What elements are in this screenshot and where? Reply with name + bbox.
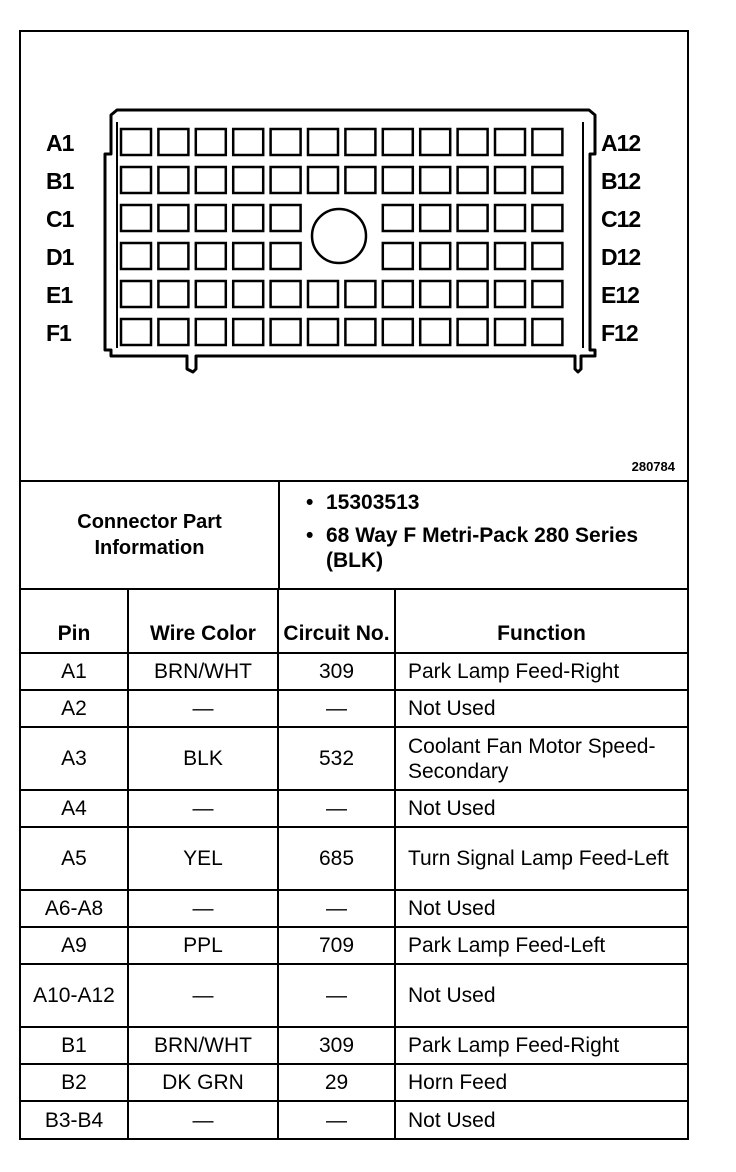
cell-function: Not Used [395, 690, 687, 727]
pin-cavity [233, 243, 263, 269]
pin-cavity [196, 243, 226, 269]
table-row [21, 827, 687, 890]
pin-cavity [271, 319, 301, 345]
cell-pin: A5 [21, 827, 128, 890]
pin-cavity [233, 319, 263, 345]
cell-circuit-no: — [278, 690, 395, 727]
cell-circuit-no: 709 [278, 927, 395, 964]
cell-pin: A2 [21, 690, 128, 727]
row-label-left: C1 [46, 206, 74, 232]
pin-cavity [196, 281, 226, 307]
connector-part-info [21, 482, 687, 590]
table-row [21, 927, 687, 964]
pin-cavity [121, 129, 151, 155]
table-row [21, 690, 687, 727]
pin-cavity [233, 281, 263, 307]
pin-cavity [196, 167, 226, 193]
cell-pin: A6-A8 [21, 890, 128, 927]
cell-wire-color: BRN/WHT [128, 653, 278, 690]
pin-cavity [532, 167, 562, 193]
pin-cavity [532, 281, 562, 307]
connector-frame [19, 30, 689, 1140]
row-label-left: D1 [46, 244, 74, 270]
pin-cavity [420, 167, 450, 193]
bullet-icon: • [306, 524, 314, 547]
pin-cavity [420, 281, 450, 307]
bullet-icon: • [306, 491, 314, 514]
pin-cavity [495, 167, 525, 193]
pin-cavity [158, 129, 188, 155]
pin-cavity [420, 205, 450, 231]
table-row [21, 727, 687, 790]
pin-cavity [495, 319, 525, 345]
pin-cavity [121, 243, 151, 269]
row-label-right: E12 [601, 282, 639, 308]
cell-function: Turn Signal Lamp Feed-Left [395, 827, 687, 890]
pin-cavity [196, 205, 226, 231]
cell-pin: B1 [21, 1027, 128, 1064]
cell-wire-color: BLK [128, 727, 278, 790]
cell-function: Park Lamp Feed-Left [395, 927, 687, 964]
pin-cavity [458, 205, 488, 231]
pin-cavity [383, 281, 413, 307]
pin-cavity [495, 243, 525, 269]
header-wire-color: Wire Color [128, 589, 278, 653]
part-number-item [280, 490, 680, 515]
cell-circuit-no: 29 [278, 1064, 395, 1101]
cell-circuit-no: — [278, 964, 395, 1027]
table-row [21, 890, 687, 927]
pin-cavity [458, 243, 488, 269]
cell-wire-color: — [128, 1101, 278, 1138]
connector-info-list [280, 490, 680, 581]
pin-cavity [121, 281, 151, 307]
cell-wire-color: — [128, 964, 278, 1027]
pin-cavity [233, 129, 263, 155]
pin-cavity [121, 205, 151, 231]
pin-cavity [345, 281, 375, 307]
pin-cavity [158, 281, 188, 307]
pin-cavity [532, 205, 562, 231]
pin-cavity [345, 319, 375, 345]
pin-cavity [271, 205, 301, 231]
row-label-right: F12 [601, 320, 638, 346]
row-label-left: A1 [46, 130, 74, 156]
cell-pin: B2 [21, 1064, 128, 1101]
cell-circuit-no: — [278, 890, 395, 927]
cell-circuit-no: 309 [278, 653, 395, 690]
connector-outline [21, 32, 687, 480]
pin-cavity [532, 319, 562, 345]
cell-wire-color: PPL [128, 927, 278, 964]
pin-cavity [158, 205, 188, 231]
pin-cavity [383, 205, 413, 231]
row-label-left: E1 [46, 282, 73, 308]
cell-function: Park Lamp Feed-Right [395, 653, 687, 690]
cell-circuit-no: — [278, 790, 395, 827]
cell-wire-color: BRN/WHT [128, 1027, 278, 1064]
header-pin: Pin [21, 589, 128, 653]
pin-cavity [458, 129, 488, 155]
pin-cavity [196, 129, 226, 155]
pin-cavity [458, 167, 488, 193]
table-row [21, 1027, 687, 1064]
cell-pin: B3-B4 [21, 1101, 128, 1138]
pin-cavity [383, 319, 413, 345]
cell-pin: A10-A12 [21, 964, 128, 1027]
pin-cavity [121, 319, 151, 345]
pin-cavity [495, 281, 525, 307]
pin-cavity [420, 243, 450, 269]
cell-function: Park Lamp Feed-Right [395, 1027, 687, 1064]
pin-cavity [308, 167, 338, 193]
pin-cavity [271, 281, 301, 307]
connector-type: 68 Way F Metri-Pack 280 Series (BLK) [326, 524, 639, 572]
cell-function: Not Used [395, 890, 687, 927]
cell-pin: A3 [21, 727, 128, 790]
cell-wire-color: — [128, 690, 278, 727]
row-label-right: C12 [601, 206, 641, 232]
part-number: 15303513 [326, 491, 420, 514]
connector-bolt-hole [312, 209, 366, 263]
connector-info-label: Connector Part Information [21, 482, 280, 588]
cell-circuit-no: 685 [278, 827, 395, 890]
pin-cavity [345, 167, 375, 193]
row-label-right: A12 [601, 130, 641, 156]
cell-function: Not Used [395, 964, 687, 1027]
pin-cavity [420, 129, 450, 155]
pin-cavity [495, 129, 525, 155]
figure-number: 280784 [631, 459, 675, 474]
pin-cavity [420, 319, 450, 345]
pin-cavity [532, 129, 562, 155]
pin-cavity [158, 243, 188, 269]
cell-function: Not Used [395, 790, 687, 827]
cell-function: Coolant Fan Motor Speed-Secondary [395, 727, 687, 790]
pin-cavity [458, 281, 488, 307]
cell-function: Horn Feed [395, 1064, 687, 1101]
pin-cavity [383, 129, 413, 155]
pin-cavity [233, 167, 263, 193]
cell-pin: A4 [21, 790, 128, 827]
row-label-left: B1 [46, 168, 74, 194]
cell-circuit-no: 532 [278, 727, 395, 790]
row-label-right: B12 [601, 168, 641, 194]
table-row [21, 1064, 687, 1101]
header-circuit-no: Circuit No. [278, 589, 395, 653]
cell-circuit-no: 309 [278, 1027, 395, 1064]
pin-cavity [121, 167, 151, 193]
pin-cavity [495, 205, 525, 231]
header-function: Function [395, 589, 687, 653]
cell-circuit-no: — [278, 1101, 395, 1138]
pinout-table [21, 589, 687, 1138]
connector-diagram [21, 32, 687, 482]
cell-wire-color: — [128, 890, 278, 927]
cell-pin: A9 [21, 927, 128, 964]
pin-cavity [308, 129, 338, 155]
row-label-left: F1 [46, 320, 71, 346]
pin-cavity [158, 319, 188, 345]
row-label-right: D12 [601, 244, 641, 270]
pin-cavity [383, 243, 413, 269]
pin-cavity [345, 129, 375, 155]
pin-cavity [196, 319, 226, 345]
cell-pin: A1 [21, 653, 128, 690]
pin-cavity [383, 167, 413, 193]
table-row [21, 1101, 687, 1138]
table-row [21, 964, 687, 1027]
pin-cavity [271, 129, 301, 155]
cell-function: Not Used [395, 1101, 687, 1138]
pin-cavity [308, 281, 338, 307]
table-row [21, 790, 687, 827]
pin-cavity [308, 319, 338, 345]
pin-cavity [532, 243, 562, 269]
table-row [21, 653, 687, 690]
cell-wire-color: DK GRN [128, 1064, 278, 1101]
cell-wire-color: — [128, 790, 278, 827]
pin-cavity [233, 205, 263, 231]
pin-cavity [271, 243, 301, 269]
pin-cavity [458, 319, 488, 345]
pin-cavity [158, 167, 188, 193]
pin-cavity [271, 167, 301, 193]
connector-type-item [280, 523, 680, 573]
cell-wire-color: YEL [128, 827, 278, 890]
